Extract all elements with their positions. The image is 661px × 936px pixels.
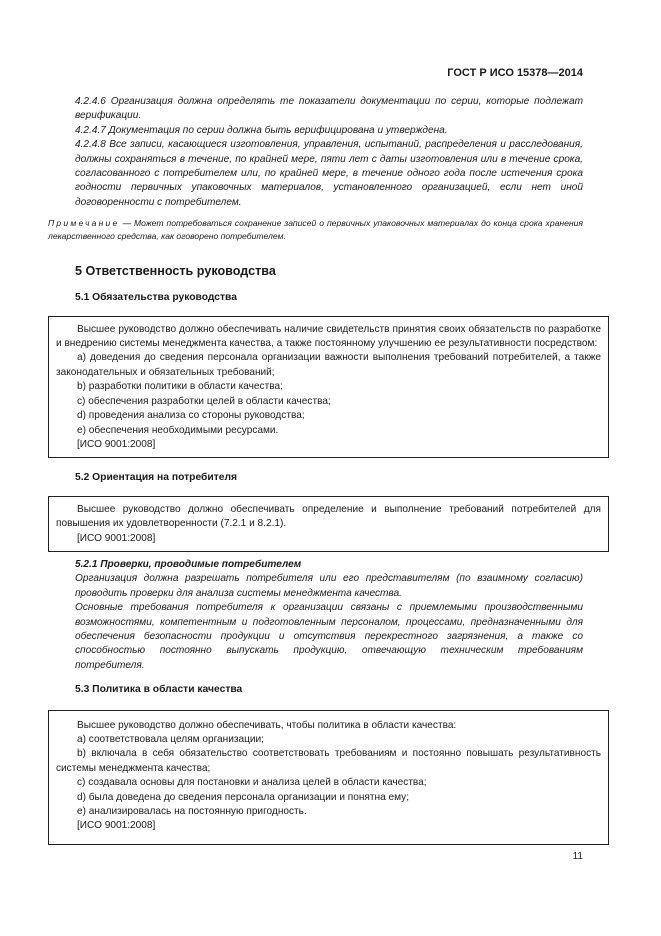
section-5-2-1-title: 5.2.1 Проверки, проводимые потребителем [75, 558, 302, 570]
box-5-3-line: b) включала в себя обязательство соответствовать требованиям и постоянно повышать результативность системы менеджмента качества; [56, 748, 601, 774]
section-5-1-title: 5.1 Обязательства руководства [75, 292, 237, 304]
quote-box-5-1 [48, 316, 609, 459]
box-5-1-line: e) обеспечения необходимыми ресурсами. [77, 424, 279, 436]
section-5-3-title: 5.3 Политика в области качества [75, 684, 243, 696]
clause-4-2-4-6: 4.2.4.6 Организация должна определять те показатели документации по серии, которые подлежат верификации. [75, 96, 583, 122]
box-5-1-line: b) разработки политики в области качества; [77, 381, 283, 393]
note [48, 217, 583, 243]
box-5-2-line: Высшее руководство должно обеспечивать определение и выполнение требований потребителей для повышения их удовлетворенности (7.2.1 и 8.2.1). [56, 503, 601, 530]
note-text: — Может потребоваться сохранение записей о первичных упаковочных материалах до конца срока хранения лекарственного средства, как оговорено потребителем. [48, 218, 583, 242]
section-5-title: 5 Ответственность руководства [75, 264, 276, 279]
document-header: ГОСТ Р ИСО 15378—2014 [447, 67, 583, 79]
box-5-1-line: c) обеспечения разработки целей в области качества; [77, 395, 331, 407]
box-5-3-line: a) соответствовала целям организации; [77, 734, 264, 745]
section-5-2-1-para: Основные требования потребителя к организации связаны с приемлемыми производственными возможностями, компетентным и подготовленным персоналом, процессами, предназначенными для обеспечения безопасности продукции и отсутствия перекрестного загрязнения, а также со способностью постоянно выпускать продукцию, отвечающую техническим требованиям потребителя. [75, 602, 583, 671]
clause-4-2-4-8: 4.2.4.8 Все записи, касающиеся изготовления, управления, испытаний, распределения и расследования, должны сохраняться в течение, по крайней мере, пяти лет с даты изготовления или в течение срока, согласованного с потребителем или, по крайней мере, в течение одного года после истечения срока годности первичных упаковочных материалов, установленного организацией, если нет иной договоренности с потребителем. [75, 139, 583, 208]
box-5-3-reference: [ИСО 9001:2008] [77, 820, 156, 832]
page-content [48, 95, 601, 845]
section-5-2-title: 5.2 Ориентация на потребителя [75, 472, 238, 484]
clause-4-2-4-7: 4.2.4.7 Документация по серии должна быть верифицирована и утверждена. [75, 124, 448, 136]
box-5-1-line: d) проведения анализа со стороны руководства; [77, 410, 305, 422]
box-5-3-line: e) анализировалась на постоянную пригодность. [77, 806, 307, 818]
box-5-1-line: Высшее руководство должно обеспечивать наличие свидетельств принятия своих обязательств по разработке и внедрению системы менеджмента качества, а также постоянному улучшению ее результативности посредством: [56, 323, 601, 350]
section-5-2-1-para: Организация должна разрешать потребителя или его представителям (по взаимному согласию) проводить проверки для анализа системы менеджмента качества. [75, 573, 583, 599]
box-5-3-line: d) была доведена до сведения персонала организации и понятна ему; [77, 791, 410, 803]
quote-box-5-3 [48, 710, 609, 845]
box-5-2-reference: [ИСО 9001:2008] [77, 532, 156, 544]
page-number: 11 [572, 851, 583, 862]
box-5-3-line: Высшее руководство должно обеспечивать, чтобы политика в области качества: [77, 719, 457, 731]
box-5-1-line: a) доведения до сведения персонала организации важности выполнения требований потребителей, а также законодательных и обязательных требований; [56, 352, 601, 378]
box-5-1-reference: [ИСО 9001:2008] [77, 438, 156, 450]
note-label: Примечание [48, 218, 120, 229]
box-5-3-line: c) создавала основы для постановки и анализа целей в области качества; [77, 777, 427, 789]
quote-box-5-2 [48, 496, 609, 552]
